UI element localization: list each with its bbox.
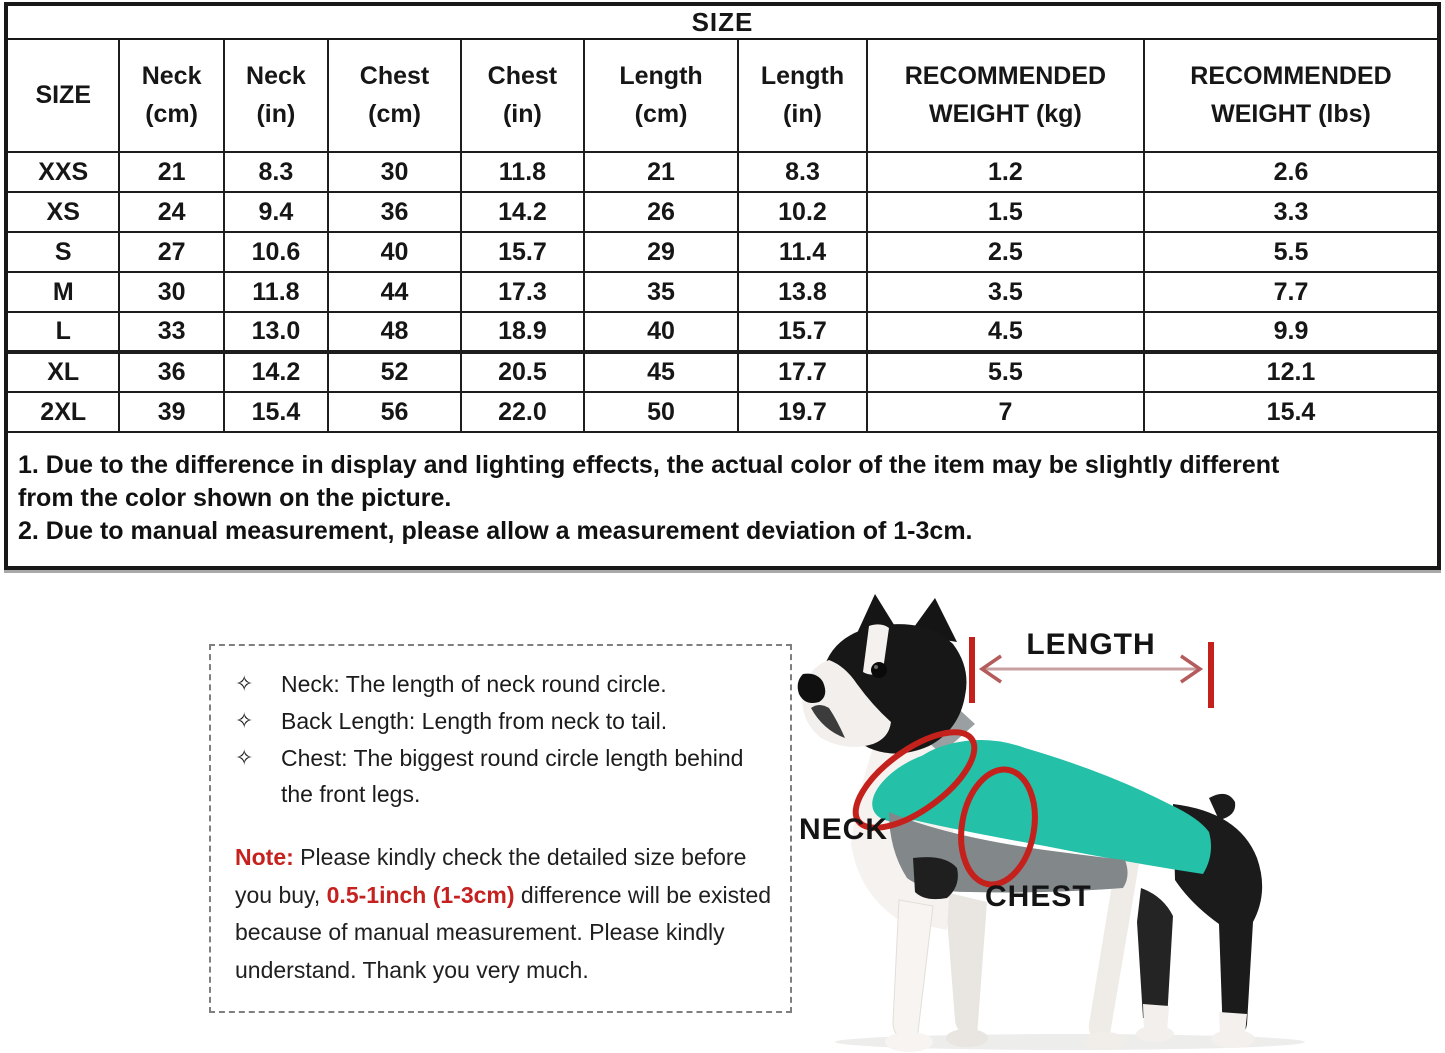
cell: 10.6 xyxy=(224,232,328,272)
dog-shoulder-patch xyxy=(913,857,958,899)
cell: 15.4 xyxy=(224,392,328,432)
cell: 19.7 xyxy=(738,392,867,432)
cell: 36 xyxy=(119,352,223,392)
length-label: LENGTH xyxy=(1026,628,1156,661)
row-size-label: L xyxy=(8,312,119,352)
cell: 2.5 xyxy=(867,232,1144,272)
cell: 11.8 xyxy=(461,152,584,192)
col-header-weight-lbs: RECOMMENDED WEIGHT (lbs) xyxy=(1144,40,1437,152)
col-header-length-in: Length (in) xyxy=(738,40,867,152)
row-size-label: M xyxy=(8,272,119,312)
dog-paw xyxy=(1084,1032,1126,1050)
cell: 48 xyxy=(328,312,461,352)
cell: 5.5 xyxy=(1144,232,1437,272)
col-header-length-cm: Length (cm) xyxy=(584,40,738,152)
size-table xyxy=(8,40,1437,433)
cell: 30 xyxy=(119,272,223,312)
cell: 29 xyxy=(584,232,738,272)
row-size-label: XL xyxy=(8,352,119,392)
cell: 7 xyxy=(867,392,1144,432)
guide-item-neck xyxy=(225,666,772,703)
chest-label: CHEST xyxy=(985,880,1092,913)
cell: 22.0 xyxy=(461,392,584,432)
cell: 26 xyxy=(584,192,738,232)
cell: 8.3 xyxy=(738,152,867,192)
col-header-neck-cm: Neck (cm) xyxy=(119,40,223,152)
dog-hind-leg-far xyxy=(1137,888,1173,1020)
col-header-chest-cm: Chest (cm) xyxy=(328,40,461,152)
size-chart-title: SIZE xyxy=(8,6,1437,40)
cell: 15.4 xyxy=(1144,392,1437,432)
dog-paw xyxy=(1136,1026,1174,1042)
cell: 17.3 xyxy=(461,272,584,312)
note-display-color: 1. Due to the difference in display and lighting effects, the actual color of the item may be slightly different from the color shown on the picture. xyxy=(18,451,1280,512)
cell: 30 xyxy=(328,152,461,192)
cell: 3.5 xyxy=(867,272,1144,312)
neck-label: NECK xyxy=(799,813,889,846)
note-text-before: Please kindly check the detailed size before you buy, xyxy=(235,844,747,908)
diamond-bullet-icon: ✧ xyxy=(235,744,254,770)
dog-front-leg-near xyxy=(893,900,933,1040)
cell: 40 xyxy=(328,232,461,272)
diamond-bullet-icon: ✧ xyxy=(235,707,254,733)
table-notes xyxy=(8,433,1353,566)
cell: 15.7 xyxy=(738,312,867,352)
cell: 45 xyxy=(584,352,738,392)
measure-guide-box xyxy=(209,644,792,1013)
cell: 15.7 xyxy=(461,232,584,272)
cell: 13.8 xyxy=(738,272,867,312)
dog-paw xyxy=(946,1029,988,1047)
row-size-label: 2XL xyxy=(8,392,119,432)
cell: 14.2 xyxy=(461,192,584,232)
cell: 21 xyxy=(119,152,223,192)
col-header-neck-in: Neck (in) xyxy=(224,40,328,152)
cell: 27 xyxy=(119,232,223,272)
dog-paw xyxy=(885,1032,933,1052)
table-row-s xyxy=(8,232,1437,272)
cell: 21 xyxy=(584,152,738,192)
cell: 11.4 xyxy=(738,232,867,272)
col-header-weight-kg: RECOMMENDED WEIGHT (kg) xyxy=(867,40,1144,152)
cell: 1.5 xyxy=(867,192,1144,232)
cell: 17.7 xyxy=(738,352,867,392)
cell: 9.4 xyxy=(224,192,328,232)
note-manual-measurement: 2. Due to manual measurement, please allow a measurement deviation of 1-3cm. xyxy=(18,517,973,545)
cell: 40 xyxy=(584,312,738,352)
cell: 13.0 xyxy=(224,312,328,352)
note-highlight: 0.5-1inch (1-3cm) xyxy=(326,881,515,908)
note-label: Note: xyxy=(235,844,294,871)
table-row-xs xyxy=(8,192,1437,232)
dog-eye-highlight xyxy=(874,665,878,669)
cell: 11.8 xyxy=(224,272,328,312)
table-row-l xyxy=(8,312,1437,352)
cell: 44 xyxy=(328,272,461,312)
header-row xyxy=(8,40,1437,152)
length-bar-left xyxy=(969,637,975,703)
table-row-m xyxy=(8,272,1437,312)
cell: 56 xyxy=(328,392,461,432)
cell: 10.2 xyxy=(738,192,867,232)
guide-item-chest xyxy=(225,740,772,814)
cell: 35 xyxy=(584,272,738,312)
cell: 39 xyxy=(119,392,223,432)
cell: 50 xyxy=(584,392,738,432)
table-row-xxs xyxy=(8,152,1437,192)
cell: 8.3 xyxy=(224,152,328,192)
cell: 24 xyxy=(119,192,223,232)
cell: 7.7 xyxy=(1144,272,1437,312)
cell: 33 xyxy=(119,312,223,352)
table-row-xl xyxy=(8,352,1437,392)
col-header-size: SIZE xyxy=(8,40,119,152)
row-size-label: XS xyxy=(8,192,119,232)
length-bar-right xyxy=(1208,642,1214,708)
guide-item-text: Chest: The biggest round circle length behind the front legs. xyxy=(281,744,744,808)
guide-item-text: Back Length: Length from neck to tail. xyxy=(281,707,668,734)
cell: 52 xyxy=(328,352,461,392)
cell: 12.1 xyxy=(1144,352,1437,392)
cell: 2.6 xyxy=(1144,152,1437,192)
cell: 14.2 xyxy=(224,352,328,392)
cell: 18.9 xyxy=(461,312,584,352)
cell: 3.3 xyxy=(1144,192,1437,232)
cell: 4.5 xyxy=(867,312,1144,352)
diamond-bullet-icon: ✧ xyxy=(235,671,254,696)
dog-measurement-diagram xyxy=(795,592,1445,1053)
guide-item-text: Neck: The length of neck round circle. xyxy=(281,671,667,697)
row-size-label: XXS xyxy=(8,152,119,192)
dog-eye xyxy=(871,662,887,678)
guide-item-back-length xyxy=(225,703,772,740)
cell: 1.2 xyxy=(867,152,1144,192)
size-chart xyxy=(4,2,1441,570)
row-size-label: S xyxy=(8,232,119,272)
table-row-2xl xyxy=(8,392,1437,432)
col-header-chest-in: Chest (in) xyxy=(461,40,584,152)
cell: 5.5 xyxy=(867,352,1144,392)
cell: 9.9 xyxy=(1144,312,1437,352)
dog-paw xyxy=(1211,1030,1255,1048)
cell: 20.5 xyxy=(461,352,584,392)
dog-front-leg-far xyxy=(945,892,987,1036)
guide-note xyxy=(235,839,772,989)
note-text-after: difference will be existed because of manual measurement. Please kindly understand. Thank you very much. xyxy=(235,881,772,983)
cell: 36 xyxy=(328,192,461,232)
